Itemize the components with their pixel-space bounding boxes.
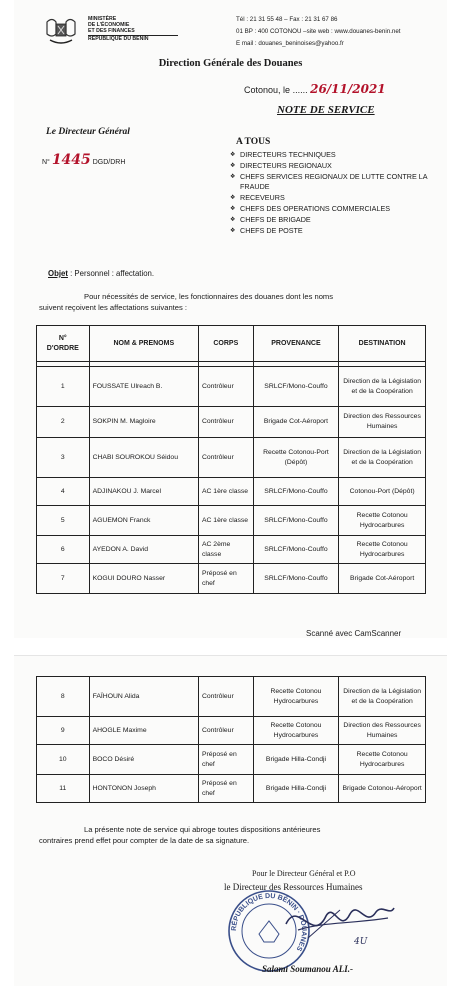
note-title: NOTE DE SERVICE bbox=[277, 104, 375, 116]
date-dots: ...... bbox=[292, 85, 308, 95]
document-page-2 bbox=[14, 655, 447, 986]
document-page-1 bbox=[14, 0, 447, 638]
cell-provenance: Recette Cotonou Hydrocarbures bbox=[253, 677, 339, 717]
recipients-heading: A TOUS bbox=[236, 137, 271, 147]
stamp-text: RÉPUBLIQUE DU BÉNIN · DOUANES bbox=[230, 892, 308, 953]
cell-order: 11 bbox=[37, 775, 90, 803]
cell-provenance: SRLCF/Mono-Couffo bbox=[253, 367, 339, 407]
date-line bbox=[244, 82, 386, 96]
ref-suffix: DGD/DRH bbox=[92, 159, 126, 166]
cell-name: AGUEMON Franck bbox=[89, 506, 198, 536]
table-row bbox=[37, 438, 426, 478]
ref-number: 1445 bbox=[51, 152, 91, 168]
cell-order: 7 bbox=[37, 564, 90, 594]
cell-name: FOUSSATE Ulreach B. bbox=[89, 367, 198, 407]
cell-provenance: Brigade Cot-Aéroport bbox=[253, 407, 339, 438]
coat-of-arms-emblem bbox=[44, 16, 78, 46]
assignments-table-page-2 bbox=[36, 676, 426, 803]
cell-provenance: Brigade Hilla-Condji bbox=[253, 745, 339, 775]
cell-corps: Contrôleur bbox=[198, 407, 253, 438]
table-row bbox=[37, 506, 426, 536]
recipient-item: ❖ RECEVEURS bbox=[230, 193, 445, 204]
contact-email: E mail : douanes_beninoises@yahoo.fr bbox=[236, 40, 344, 47]
cell-destination: Brigade Cotonou-Aéroport bbox=[339, 775, 426, 803]
cell-destination: Direction des Ressources Humaines bbox=[339, 717, 426, 745]
contact-block bbox=[236, 14, 446, 50]
table-row bbox=[37, 564, 426, 594]
table-row bbox=[37, 717, 426, 745]
cell-corps: Contrôleur bbox=[198, 438, 253, 478]
closing-line-1: La présente note de service qui abroge toutes dispositions antérieures bbox=[84, 825, 321, 834]
cell-corps: Contrôleur bbox=[198, 717, 253, 745]
table-row bbox=[37, 775, 426, 803]
cell-corps: Contrôleur bbox=[198, 367, 253, 407]
table-row bbox=[37, 536, 426, 564]
cell-order: 8 bbox=[37, 677, 90, 717]
cell-order: 10 bbox=[37, 745, 90, 775]
cell-corps: Contrôleur bbox=[198, 677, 253, 717]
cell-corps: AC 1ère classe bbox=[198, 506, 253, 536]
cell-destination: Direction de la Législation et de la Coopération bbox=[339, 677, 426, 717]
recipient-item: ❖ CHEFS DES OPERATIONS COMMERCIALES bbox=[230, 204, 445, 215]
closing-paragraph bbox=[39, 824, 424, 846]
cell-name: BOCO Désiré bbox=[89, 745, 198, 775]
scan-watermark: Scanné avec CamScanner bbox=[306, 629, 402, 638]
recipient-item: ❖ DIRECTEURS TECHNIQUES bbox=[230, 150, 445, 161]
intro-line-2: suivent reçoivent les affectations suivantes : bbox=[39, 303, 188, 312]
cell-name: AYEDON A. David bbox=[89, 536, 198, 564]
cell-destination: Direction de la Législation et de la Coopération bbox=[339, 367, 426, 407]
cell-corps: Préposé en chef bbox=[198, 564, 253, 594]
table-row bbox=[37, 745, 426, 775]
cell-destination: Recette Cotonou Hydrocarbures bbox=[339, 536, 426, 564]
cell-provenance: SRLCF/Mono-Couffo bbox=[253, 536, 339, 564]
cell-corps: AC 2ème classe bbox=[198, 536, 253, 564]
cell-corps: Préposé en chef bbox=[198, 745, 253, 775]
cell-destination: Recette Cotonou Hydrocarbures bbox=[339, 506, 426, 536]
table-row bbox=[37, 478, 426, 506]
closing-line-2: contraires prend effet pour compter de la date de sa signature. bbox=[39, 836, 250, 845]
contact-phone: Tél : 21 31 55 48 – Fax : 21 31 67 86 bbox=[236, 16, 338, 23]
col-header-corps: CORPS bbox=[198, 326, 253, 362]
ministry-line: ET DES FINANCES bbox=[88, 28, 135, 34]
cell-corps: Préposé en chef bbox=[198, 775, 253, 803]
cell-provenance: SRLCF/Mono-Couffo bbox=[253, 506, 339, 536]
cell-provenance: SRLCF/Mono-Couffo bbox=[253, 478, 339, 506]
intro-line-1: Pour nécessités de service, les fonctionnaires des douanes dont les noms bbox=[84, 292, 334, 301]
date-value: 26/11/2021 bbox=[310, 82, 386, 96]
issuer-title: Le Directeur Général bbox=[46, 127, 130, 137]
cell-destination: Direction des Ressources Humaines bbox=[339, 407, 426, 438]
recipient-item: ❖ CHEFS DE POSTE bbox=[230, 226, 445, 237]
table-body-page-2 bbox=[37, 677, 426, 803]
handwritten-signature bbox=[278, 894, 398, 954]
contact-address: 01 BP : 400 COTONOU –site web : www.douanes-benin.net bbox=[236, 28, 401, 35]
cell-order: 4 bbox=[37, 478, 90, 506]
intro-paragraph bbox=[39, 291, 424, 313]
cell-corps: AC 1ère classe bbox=[198, 478, 253, 506]
recipient-item: ❖ DIRECTEURS REGIONAUX bbox=[230, 161, 445, 172]
table-row bbox=[37, 367, 426, 407]
ref-prefix: N° bbox=[42, 159, 50, 166]
col-header-destination: DESTINATION bbox=[339, 326, 426, 362]
subject-text: : Personnel : affectation. bbox=[67, 269, 155, 278]
cell-order: 2 bbox=[37, 407, 90, 438]
cell-destination: Cotonou-Port (Dépôt) bbox=[339, 478, 426, 506]
table-header-row bbox=[37, 326, 426, 362]
cell-order: 5 bbox=[37, 506, 90, 536]
reference-number bbox=[42, 152, 125, 168]
table-row bbox=[37, 407, 426, 438]
cell-provenance: Brigade Hilla-Condji bbox=[253, 775, 339, 803]
table-row bbox=[37, 677, 426, 717]
col-header-provenance: PROVENANCE bbox=[253, 326, 339, 362]
cell-name: KOGUI DOURO Nasser bbox=[89, 564, 198, 594]
recipient-item: ❖ CHEFS DE BRIGADE bbox=[230, 215, 445, 226]
cell-name: FAÏHOUN Alida bbox=[89, 677, 198, 717]
ministry-line: DE L'ÉCONOMIE bbox=[88, 22, 130, 28]
republic-line: RÉPUBLIQUE DU BÉNIN bbox=[88, 35, 178, 42]
page-gap bbox=[0, 640, 461, 654]
ministry-block bbox=[88, 16, 178, 42]
org-title: Direction Générale des Douanes bbox=[158, 58, 303, 69]
cell-order: 6 bbox=[37, 536, 90, 564]
cell-provenance: Recette Cotonou-Port (Dépôt) bbox=[253, 438, 339, 478]
cell-name: HONTONON Joseph bbox=[89, 775, 198, 803]
cell-name: ADJINAKOU J. Marcel bbox=[89, 478, 198, 506]
ministry-line: MINISTÈRE bbox=[88, 16, 117, 22]
cell-order: 1 bbox=[37, 367, 90, 407]
subject-label: Objet bbox=[48, 269, 68, 278]
subject-line bbox=[48, 269, 154, 278]
recipients-list bbox=[230, 150, 445, 236]
table-body-page-1 bbox=[37, 367, 426, 594]
cell-provenance: Recette Cotonou Hydrocarbures bbox=[253, 717, 339, 745]
cell-order: 3 bbox=[37, 438, 90, 478]
col-header-name: NOM & PRENOMS bbox=[89, 326, 198, 362]
recipient-item: ❖ CHEFS SERVICES REGIONAUX DE LUTTE CONTRE LA FRAUDE bbox=[230, 172, 445, 194]
signature-note: 4U bbox=[354, 937, 368, 947]
cell-provenance: SRLCF/Mono-Couffo bbox=[253, 564, 339, 594]
cell-name: AHOGLE Maxime bbox=[89, 717, 198, 745]
date-prefix: Cotonou, le bbox=[244, 85, 291, 95]
cell-destination: Brigade Cot-Aéroport bbox=[339, 564, 426, 594]
signatory-name: Salami Soumanou ALI.- bbox=[262, 964, 353, 974]
cell-destination: Recette Cotonou Hydrocarbures bbox=[339, 745, 426, 775]
signature-director: le Directeur des Ressources Humaines bbox=[224, 882, 363, 892]
signature-pour: Pour le Directeur Général et P.O bbox=[252, 869, 356, 878]
cell-name: SOKPIN M. Magloire bbox=[89, 407, 198, 438]
cell-name: CHABI SOUROKOU Séidou bbox=[89, 438, 198, 478]
col-header-order: N° D'ORDRE bbox=[37, 326, 90, 362]
assignments-table-page-1 bbox=[36, 325, 426, 594]
cell-order: 9 bbox=[37, 717, 90, 745]
cell-destination: Direction de la Législation et de la Coopération bbox=[339, 438, 426, 478]
